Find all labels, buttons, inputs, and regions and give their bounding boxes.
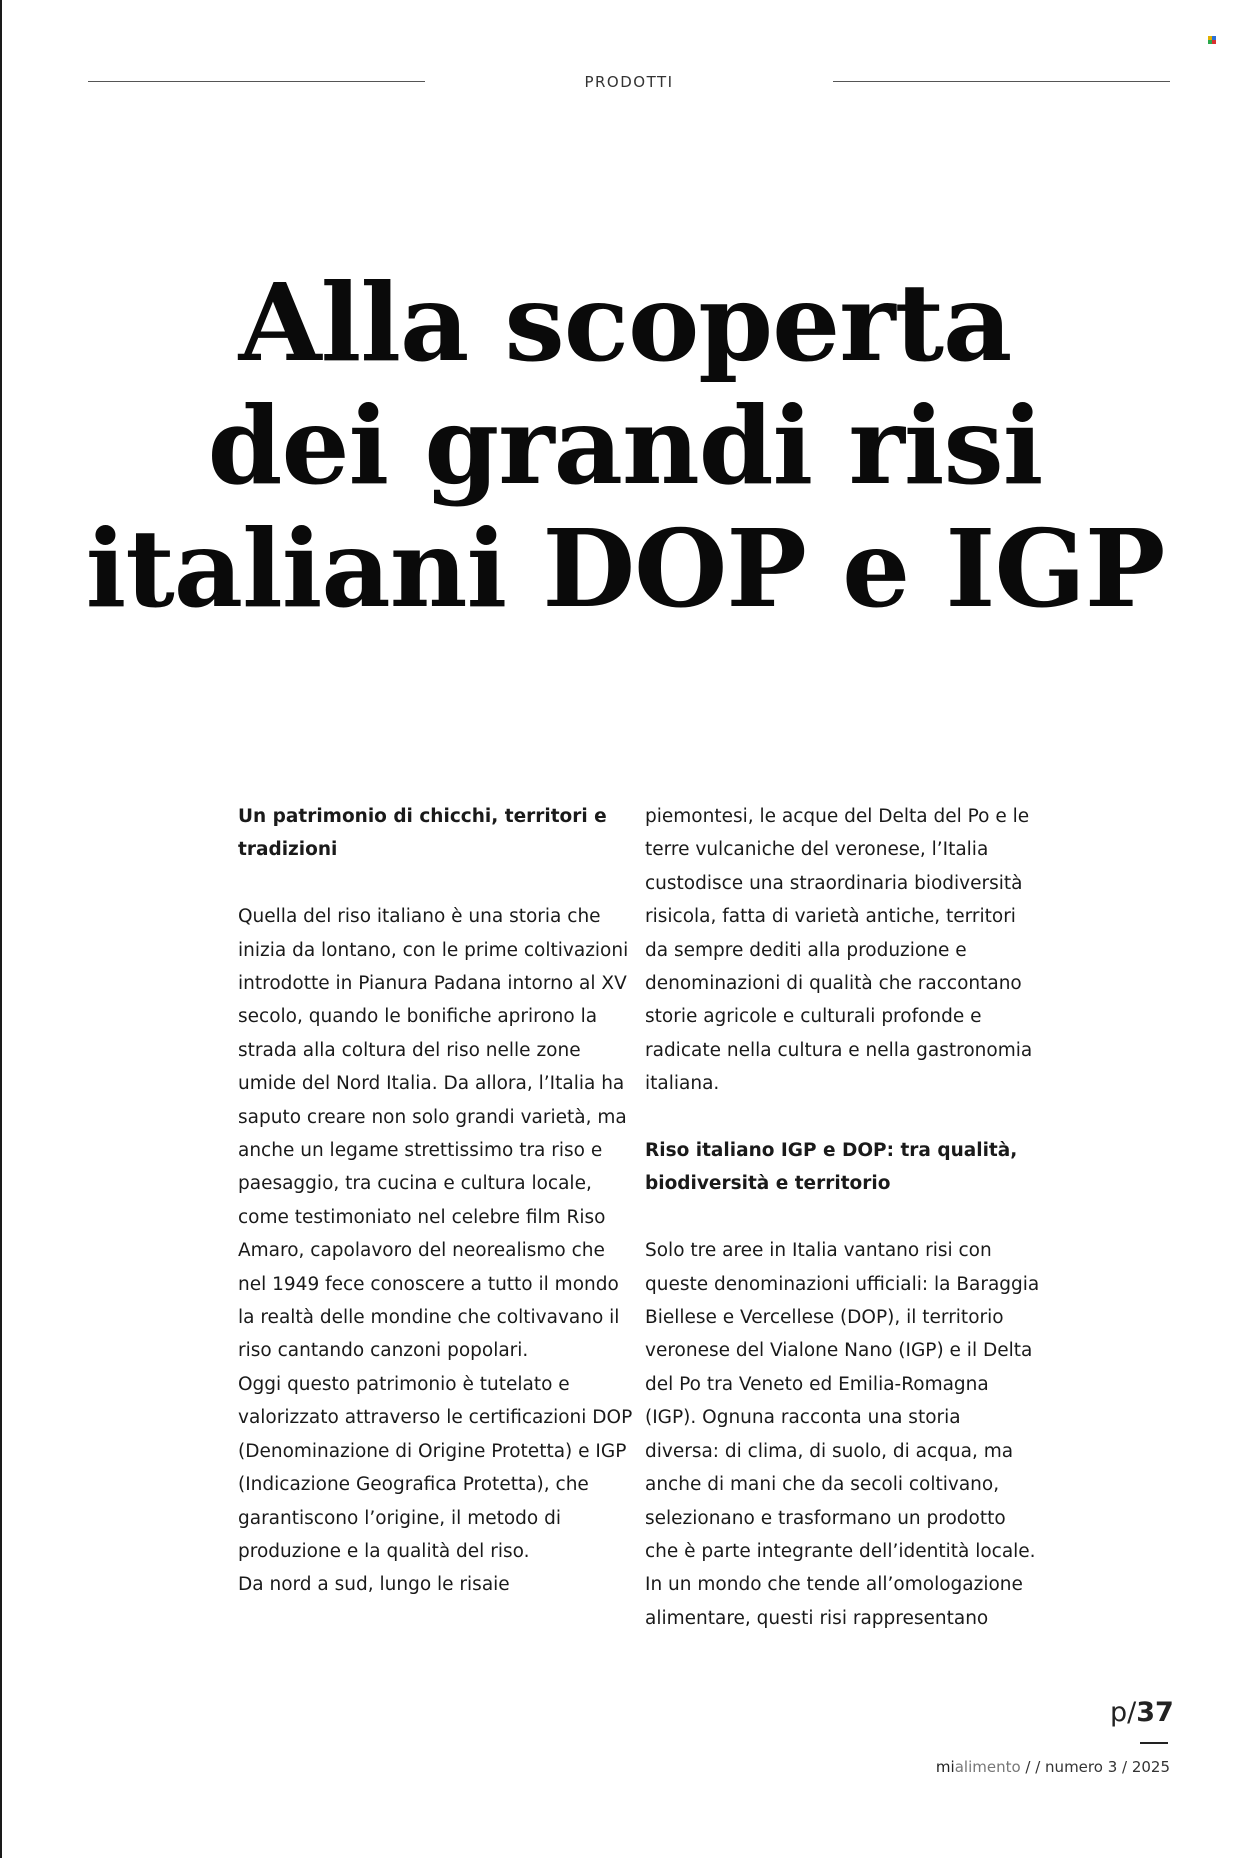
left-column: [238, 800, 633, 1602]
issue-number: / / numero 3 / 2025: [1020, 1758, 1170, 1776]
title-line-3: italiani DOP e IGP: [85, 507, 1165, 632]
page-number-value: 37: [1136, 1697, 1174, 1728]
right-paragraph-3: In un mondo che tende all’omologazione alimentare, questi risi rappresentano: [645, 1574, 1023, 1629]
page-number-prefix: p/: [1110, 1697, 1137, 1728]
right-subheading: Riso italiano IGP e DOP: tra qualità, biodiversità e territorio: [645, 1140, 1018, 1195]
left-paragraph-3: Da nord a sud, lungo le risaie: [238, 1574, 510, 1596]
section-label: PRODOTTI: [584, 73, 674, 91]
header-rule-right: [833, 81, 1170, 82]
color-registration-mark: [1208, 36, 1216, 44]
page-edge: [0, 0, 2, 1858]
title-line-1: Alla scoperta: [238, 261, 1012, 386]
right-column: [645, 800, 1040, 1635]
title-line-2: dei grandi risi: [207, 384, 1043, 509]
magazine-brand-part-1: mi: [935, 1758, 955, 1776]
article-title: [60, 262, 1190, 631]
page-number-rule: [1140, 1742, 1168, 1744]
footer-issue-info: [936, 1758, 1170, 1776]
left-paragraph-1: Quella del riso italiano è una storia che inizia da lontano, con le prime coltivazioni introdotte in Pianura Padana intorno al XV secolo, quando le bonifiche aprirono la strada alla coltura del riso nelle zone umide del Nord Italia. Da allora, l’Italia ha saputo creare non solo grandi varietà, ma anche un legame strettissimo tra riso e paesaggio, tra cucina e cultura locale, come testimoniato nel celebre film Riso Amaro, capolavoro del neorealismo che nel 1949 fece conoscere a tutto il mondo la realtà delle mondine che coltivavano il riso cantando canzoni popolari.: [238, 906, 629, 1362]
left-paragraph-2: Oggi questo patrimonio è tutelato e valorizzato attraverso le certificazioni DOP (Denominazione di Origine Protetta) e IGP (Indicazione Geografica Protetta), che garantiscono l’origine, il metodo di produzione e la qualità del riso.: [238, 1373, 633, 1562]
right-paragraph-2: Solo tre aree in Italia vantano risi con queste denominazioni ufficiali: la Baraggia Biellese e Vercellese (DOP), il territorio veronese del Vialone Nano (IGP) e il Delta del Po tra Veneto ed Emilia-Romagna (IGP). Ognuna racconta una storia diversa: di clima, di suolo, di acqua, ma anche di mani che da secoli coltivano, selezionano e trasformano un prodotto che è parte integrante dell’identità locale.: [645, 1240, 1040, 1562]
header-rule-left: [88, 81, 425, 82]
right-paragraph-1: piemontesi, le acque del Delta del Po e le terre vulcaniche del veronese, l’Italia custodisce una straordinaria biodiversità risicola, fatta di varietà antiche, territori da sempre dediti alla produzione e denominazioni di qualità che raccontano storie agricole e culturali profonde e radicate nella cultura e nella gastronomia italiana.: [645, 806, 1033, 1095]
page-number: [1110, 1697, 1174, 1728]
magazine-brand-part-2: alimento: [954, 1758, 1021, 1776]
left-subheading: Un patrimonio di chicchi, territori e tradizioni: [238, 806, 607, 861]
